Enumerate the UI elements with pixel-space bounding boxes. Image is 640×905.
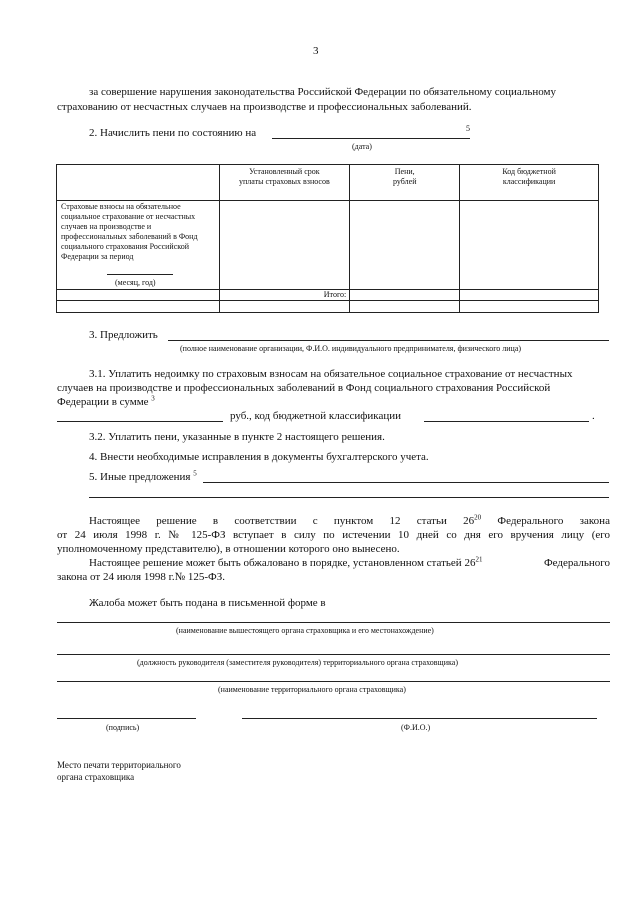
- para1-line1: [89, 514, 610, 529]
- period-field-line[interactable]: [107, 274, 173, 275]
- para2-line1-start-wrap: [89, 556, 482, 571]
- table-header-row: [57, 165, 599, 201]
- para2-article-sup: 21: [475, 555, 483, 564]
- table-header-penalty: [350, 165, 460, 201]
- intro-text-line2: страхованию от несчастных случаев на производстве и профессиональных заболеваний.: [57, 101, 472, 113]
- item3-2: 3.2. Уплатить пени, указанные в пункте 2 настоящего решения.: [89, 431, 385, 443]
- table-header-blank: [57, 165, 220, 201]
- table-header-deadline-text: Установленный срок уплаты страховых взносов: [238, 167, 330, 186]
- item2-label: 2. Начислить пени по состоянию на: [89, 127, 257, 139]
- para1-word: с: [312, 515, 318, 527]
- kbk-field-line[interactable]: [424, 421, 589, 422]
- para2-line2: закона от 24 июля 1998 г.№ 125-ФЗ.: [57, 571, 225, 583]
- table-empty-cell: [460, 301, 599, 313]
- para2-line1-start: Настоящее решение может быть обжаловано в порядке, установленном статьей 26: [89, 557, 476, 569]
- para1-line2: от 24 июля 1998 г. № 125-ФЗ вступает в силу по истечении 10 дней со дня его вручения лицу (его: [57, 529, 610, 541]
- table-total-row: [57, 290, 599, 301]
- item5-label: 5. Иные предложения: [89, 471, 191, 483]
- para1-word: закона: [579, 515, 610, 527]
- para1-word: пунктом: [333, 515, 374, 527]
- stamp-line2: органа страховщика: [57, 772, 135, 782]
- para1-line3: уполномоченному представителю), в отношении которого оно вынесено.: [57, 543, 400, 555]
- penalty-table: [56, 164, 599, 313]
- item3-1-line3-wrap: [57, 395, 155, 410]
- table-empty-cell: [350, 301, 460, 313]
- para1-article-num: 26: [463, 515, 475, 527]
- complaint-label: Жалоба может быть подана в письменной форме в: [89, 597, 326, 609]
- para1-word: Настоящее: [89, 515, 140, 527]
- item3-1-line1: 3.1. Уплатить недоимку по страховым взносам на обязательное социальное страхование от несчастных: [89, 368, 573, 380]
- full-name-caption: (Ф.И.О.): [401, 723, 431, 732]
- table-empty-cell: [57, 301, 220, 313]
- table-empty-row: [57, 301, 599, 313]
- item3-1-line2: случаев на производстве и профессиональных заболеваний в Фонд социального страхования Российской: [57, 382, 551, 394]
- complaint-caption1: (наименование вышестоящего органа страховщика и его местонахождение): [176, 626, 434, 635]
- kbk-period: .: [592, 410, 595, 422]
- table-header-penalty-text: Пени, рублей: [392, 167, 417, 186]
- item2-footnote: 5: [466, 124, 470, 133]
- table-header-kbk-text: Код бюджетной классификации: [502, 167, 556, 186]
- table-total-penalty[interactable]: [350, 290, 460, 301]
- table-cell-kbk[interactable]: [460, 201, 599, 290]
- table-cell-deadline[interactable]: [219, 201, 350, 290]
- para2-line1-end: Федерального: [543, 557, 610, 569]
- item3-caption: (полное наименование организации, Ф.И.О. индивидуального предпринимателя, физического лица): [180, 344, 522, 353]
- item3-1-footnote: 3: [151, 394, 155, 403]
- item4: 4. Внести необходимые исправления в документы бухгалтерского учета.: [89, 451, 429, 463]
- signature-line[interactable]: [57, 718, 196, 719]
- item3-1-rub-text: руб., код бюджетной классификации: [230, 410, 401, 422]
- para1-word: Федерального: [497, 515, 564, 527]
- complaint-caption2: (должность руководителя (заместителя руководителя) территориального органа страховщика): [137, 658, 458, 667]
- para1-word: 12: [389, 515, 401, 527]
- table-total-label: Итого:: [219, 290, 350, 301]
- item5-footnote: 5: [193, 469, 197, 478]
- signature-caption: (подпись): [106, 723, 140, 732]
- complaint-field-line1[interactable]: [57, 622, 610, 623]
- item3-1-line3: Федерации в сумме: [57, 396, 149, 408]
- table-row-label-cell: [57, 201, 220, 290]
- table-row-label: Страховые взносы на обязательное социальное страхование от несчастных случаев на производстве и профессиональных заболеваний в Фонд социального страхования Российской Федерации за период: [61, 202, 198, 261]
- item5-label-wrap: [89, 470, 197, 485]
- table-total-blank: [57, 290, 220, 301]
- other-proposals-line2[interactable]: [89, 497, 609, 498]
- period-caption: (месяц, год): [115, 278, 156, 287]
- para1-word: решение: [156, 515, 197, 527]
- item3-label: 3. Предложить: [89, 329, 158, 341]
- table-header-deadline: [219, 165, 350, 201]
- date-caption: (дата): [352, 142, 372, 151]
- stamp-line1: Место печати территориального: [57, 760, 181, 770]
- para1-article: [463, 514, 481, 529]
- page-number: 3: [313, 45, 319, 57]
- para1-word: в: [212, 515, 219, 527]
- para2-line1: [89, 556, 610, 571]
- other-proposals-line1[interactable]: [203, 482, 609, 483]
- para1-word: статьи: [416, 515, 447, 527]
- full-name-line[interactable]: [242, 718, 597, 719]
- intro-text-line1: за совершение нарушения законодательства Российской Федерации по обязательному социальному: [89, 86, 557, 98]
- complaint-field-line2[interactable]: [57, 654, 610, 655]
- table-cell-penalty[interactable]: [350, 201, 460, 290]
- table-row: [57, 201, 599, 290]
- organization-field-line[interactable]: [168, 340, 609, 341]
- para1-word: соответствии: [234, 515, 297, 527]
- amount-field-line[interactable]: [57, 421, 223, 422]
- complaint-caption3: (наименование территориального органа страховщика): [218, 685, 406, 694]
- table-empty-cell: [219, 301, 350, 313]
- complaint-field-line3[interactable]: [57, 681, 610, 682]
- para1-article-sup: 20: [474, 513, 482, 522]
- date-field-line[interactable]: [272, 138, 470, 139]
- table-header-kbk: [460, 165, 599, 201]
- table-total-kbk[interactable]: [460, 290, 599, 301]
